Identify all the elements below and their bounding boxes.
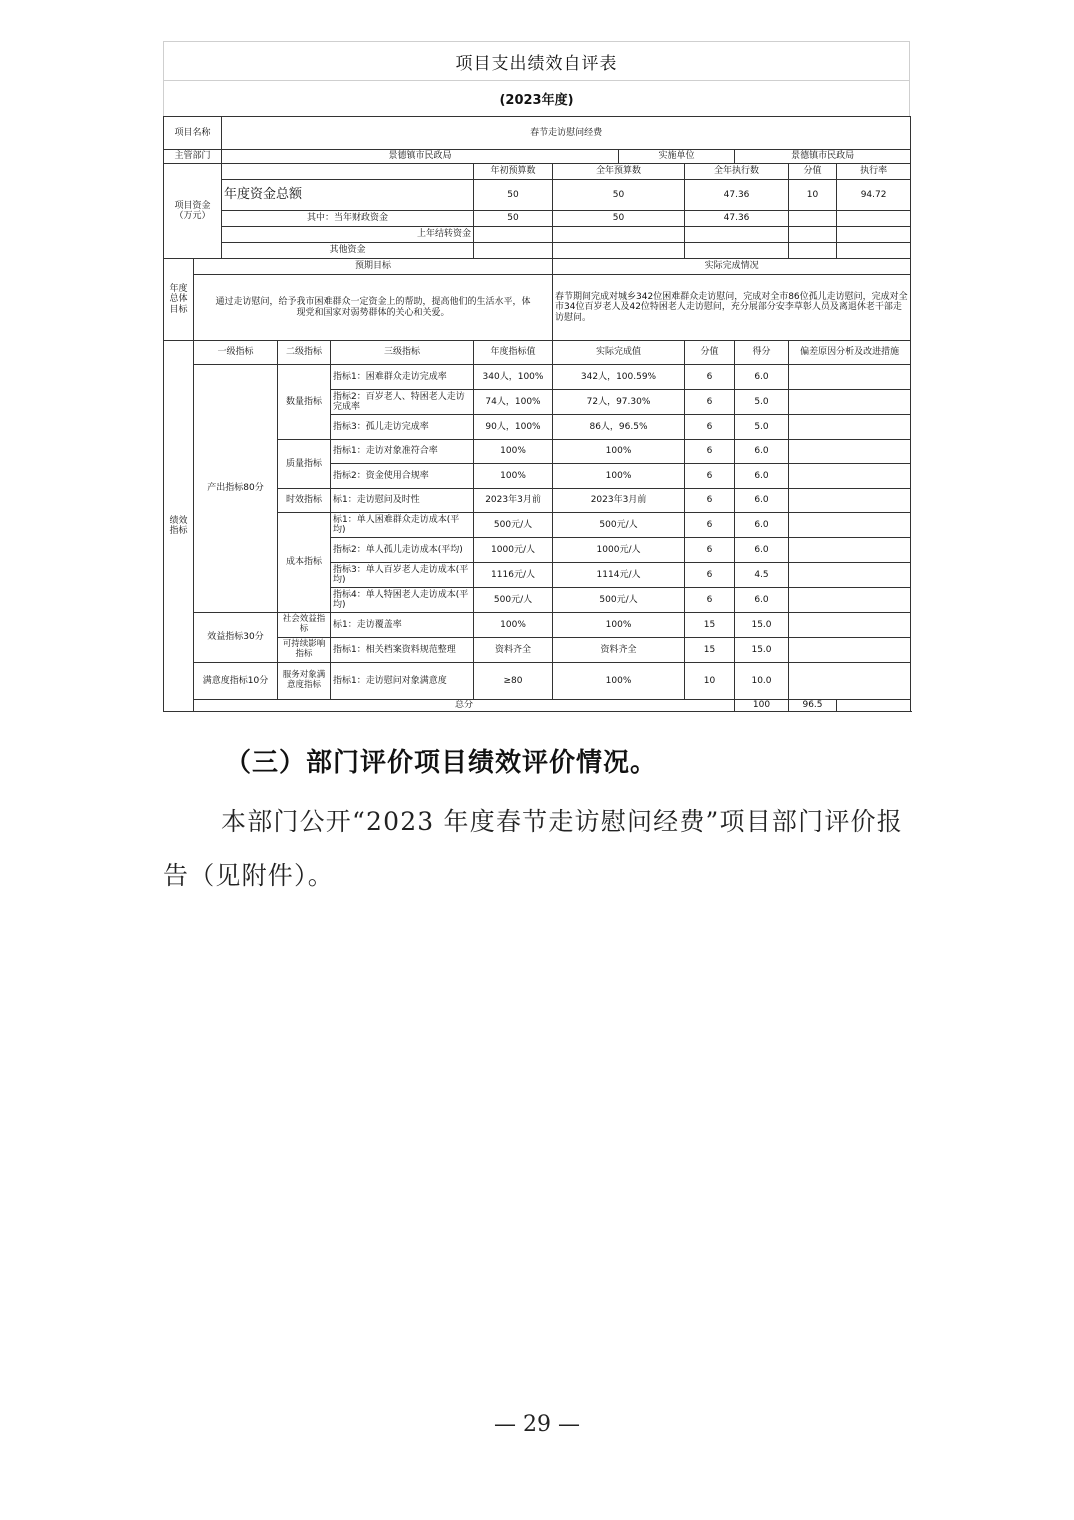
deviation <box>789 588 911 613</box>
fund-header: 年初预算数 <box>474 164 553 180</box>
target-value: 100% <box>474 464 553 489</box>
score: 6.0 <box>735 588 789 613</box>
target-value: 500元/人 <box>474 513 553 538</box>
deviation <box>789 538 911 563</box>
deviation <box>789 663 911 700</box>
indicator-name: 指标1：困难群众走访完成率 <box>331 365 474 390</box>
points: 15 <box>685 613 735 638</box>
points: 6 <box>685 390 735 415</box>
fund-header: 全年执行数 <box>685 164 789 180</box>
actual-text: 春节期间完成对城乡342位困难群众走访慰问，完成对全市86位孤儿走访慰问，完成对全市34位百岁老人及42位特困老人走访慰问，充分展部分安李草彰人员及离退休老干部走访慰问。 <box>553 275 911 341</box>
indicator-name: 标1：走访慰问及时性 <box>331 489 474 513</box>
fund-cell: 50 <box>553 211 685 227</box>
deviation <box>789 440 911 464</box>
cat-quality: 质量指标 <box>278 440 331 489</box>
score: 6.0 <box>735 489 789 513</box>
indicator-name: 指标1：走访慰问对象满意度 <box>331 663 474 700</box>
points: 6 <box>685 365 735 390</box>
table-year: (2023年度) <box>163 80 910 116</box>
perf-header: 年度指标值 <box>474 341 553 365</box>
fund-cell: 50 <box>553 180 685 211</box>
page-number: — 29 — <box>494 1412 580 1437</box>
evaluation-grid <box>163 116 911 712</box>
total-label: 总分 <box>194 700 735 712</box>
dept-label: 主管部门 <box>164 150 222 164</box>
total-points: 100 <box>735 700 789 712</box>
indicator-name: 指标2：单人孤儿走访成本(平均) <box>331 538 474 563</box>
indicator-name: 指标3：孤儿走访完成率 <box>331 415 474 440</box>
target-value: 资料齐全 <box>474 638 553 663</box>
indicator-name: 标1：走访覆盖率 <box>331 613 474 638</box>
dept-value: 景德镇市民政局 <box>222 150 619 164</box>
table-title: 项目支出绩效自评表 <box>163 41 910 80</box>
perf-header: 三级指标 <box>331 341 474 365</box>
deviation <box>789 613 911 638</box>
score: 6.0 <box>735 365 789 390</box>
actual-value: 100% <box>553 663 685 700</box>
fund-row-label: 上年结转资金 <box>222 227 474 243</box>
points: 6 <box>685 588 735 613</box>
cat-sustain: 可持续影响指标 <box>278 638 331 663</box>
fund-header: 全年预算数 <box>553 164 685 180</box>
indicator-name: 指标1：相关档案资料规范整理 <box>331 638 474 663</box>
fund-row-label: 年度资金总额 <box>222 180 474 211</box>
actual-value: 72人，97.30% <box>553 390 685 415</box>
cat-quantity: 数量指标 <box>278 365 331 440</box>
actual-value: 342人，100.59% <box>553 365 685 390</box>
target-value: 500元/人 <box>474 588 553 613</box>
deviation <box>789 415 911 440</box>
target-value: 340人，100% <box>474 365 553 390</box>
goal-label: 年度总体目标 <box>164 259 194 341</box>
points: 6 <box>685 464 735 489</box>
points: 6 <box>685 415 735 440</box>
deviation <box>789 563 911 588</box>
score: 5.0 <box>735 415 789 440</box>
points: 10 <box>685 663 735 700</box>
indicator-name: 指标2：资金使用合规率 <box>331 464 474 489</box>
target-value: 74人，100% <box>474 390 553 415</box>
deviation <box>789 489 911 513</box>
points: 6 <box>685 563 735 588</box>
perf-label: 绩效指标 <box>164 341 194 712</box>
target-value: 100% <box>474 613 553 638</box>
points: 6 <box>685 513 735 538</box>
cat-service: 服务对象满意度指标 <box>278 663 331 700</box>
cat-time: 时效指标 <box>278 489 331 513</box>
target-value: 90人，100% <box>474 415 553 440</box>
score: 5.0 <box>735 390 789 415</box>
impl-value: 景德镇市民政局 <box>735 150 911 164</box>
score: 6.0 <box>735 464 789 489</box>
points: 6 <box>685 440 735 464</box>
performance-table <box>163 41 910 712</box>
target-value: 1116元/人 <box>474 563 553 588</box>
section-heading: （三）部门评价项目绩效评价情况。 <box>225 748 658 778</box>
actual-value: 500元/人 <box>553 513 685 538</box>
actual-value: 100% <box>553 440 685 464</box>
fund-cell: 47.36 <box>685 180 789 211</box>
fund-header: 分值 <box>789 164 837 180</box>
fund-row-label: 其中：当年财政资金 <box>222 211 474 227</box>
fund-cell: 50 <box>474 211 553 227</box>
perf-header: 二级指标 <box>278 341 331 365</box>
fund-cell: 10 <box>789 180 837 211</box>
deviation <box>789 390 911 415</box>
body-paragraph: 本部门公开“2023 年度春节走访慰问经费”项目部门评价报告（见附件）。 <box>163 807 903 890</box>
deviation <box>789 464 911 489</box>
indicator-name: 指标4：单人特困老人走访成本(平均) <box>331 588 474 613</box>
target-value: 100% <box>474 440 553 464</box>
perf-header: 一级指标 <box>194 341 278 365</box>
fund-cell: 94.72 <box>837 180 911 211</box>
fund-cell: 47.36 <box>685 211 789 227</box>
fund-row-label: 其他资金 <box>222 243 474 259</box>
project-name: 春节走访慰问经费 <box>222 117 911 150</box>
deviation <box>789 513 911 538</box>
cat-social: 社会效益指标 <box>278 613 331 638</box>
indicator-name: 指标1：走访对象准符合率 <box>331 440 474 464</box>
fund-header: 执行率 <box>837 164 911 180</box>
target-value: 2023年3月前 <box>474 489 553 513</box>
funds-label: 项目资金（万元） <box>164 164 222 259</box>
deviation <box>789 638 911 663</box>
perf-header: 偏差原因分析及改进措施 <box>789 341 911 365</box>
target-value: 1000元/人 <box>474 538 553 563</box>
actual-value: 500元/人 <box>553 588 685 613</box>
score: 10.0 <box>735 663 789 700</box>
actual-value: 100% <box>553 464 685 489</box>
actual-value: 1114元/人 <box>553 563 685 588</box>
expected-label: 预期目标 <box>194 259 553 275</box>
satisfaction-label: 满意度指标10分 <box>194 663 278 700</box>
actual-value: 100% <box>553 613 685 638</box>
score: 4.5 <box>735 563 789 588</box>
score: 6.0 <box>735 538 789 563</box>
project-name-label: 项目名称 <box>164 117 222 150</box>
score: 15.0 <box>735 613 789 638</box>
impl-label: 实施单位 <box>619 150 735 164</box>
actual-value: 资料齐全 <box>553 638 685 663</box>
indicator-name: 指标2：百岁老人、特困老人走访完成率 <box>331 390 474 415</box>
indicator-name: 指标3：单人百岁老人走访成本(平均) <box>331 563 474 588</box>
points: 6 <box>685 538 735 563</box>
actual-value: 2023年3月前 <box>553 489 685 513</box>
score: 6.0 <box>735 513 789 538</box>
cat-cost: 成本指标 <box>278 513 331 613</box>
perf-header: 分值 <box>685 341 735 365</box>
target-value: ≥80 <box>474 663 553 700</box>
points: 15 <box>685 638 735 663</box>
points: 6 <box>685 489 735 513</box>
expected-text: 通过走访慰问，给予我市困难群众一定资金上的帮助，提高他们的生活水平，体现党和国家对弱势群体的关心和关爱。 <box>194 275 553 341</box>
output-label: 产出指标80分 <box>194 365 278 613</box>
actual-value: 1000元/人 <box>553 538 685 563</box>
actual-label: 实际完成情况 <box>553 259 911 275</box>
score: 6.0 <box>735 440 789 464</box>
perf-header: 得分 <box>735 341 789 365</box>
deviation <box>789 365 911 390</box>
fund-cell: 50 <box>474 180 553 211</box>
perf-header: 实际完成值 <box>553 341 685 365</box>
indicator-name: 标1：单人困难群众走访成本(平均) <box>331 513 474 538</box>
score: 15.0 <box>735 638 789 663</box>
benefit-label: 效益指标30分 <box>194 613 278 663</box>
total-score: 96.5 <box>789 700 837 712</box>
actual-value: 86人，96.5% <box>553 415 685 440</box>
